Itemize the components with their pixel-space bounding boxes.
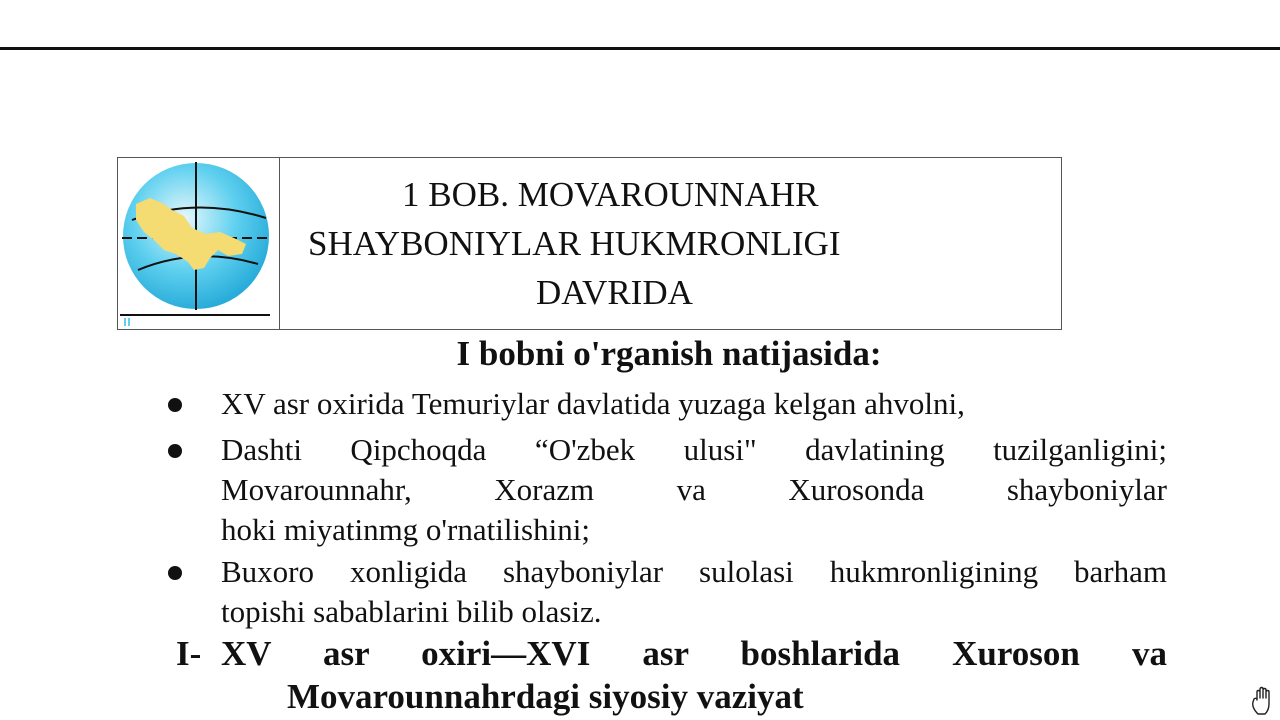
globe-map-logo-icon <box>118 158 280 329</box>
bullet-icon <box>168 566 182 580</box>
bullet-2-line-3: hoki miyatinmg o'rnatilishini; <box>221 512 590 547</box>
chapter-header-box <box>117 157 1062 330</box>
chapter-title-line-3: DAVRIDA <box>536 273 693 312</box>
logo-cell <box>118 158 280 329</box>
bullet-1-text <box>221 384 1167 424</box>
section-number: I- <box>176 634 202 673</box>
section-title-line-1: XV asr oxiri—XVI asr boshlarida Xuroson va <box>221 634 1167 673</box>
bullet-1-line-1: XV asr oxirida Temuriylar davlatida yuzaga kelgan ahvolni, <box>221 386 965 421</box>
bullet-3-text <box>221 552 1167 632</box>
bullet-3-line-1: Buxoro xonligida shayboniylar sulolasi hukmronligining barham <box>221 554 1167 589</box>
bullet-2-line-2: Movarounnahr, Xorazm va Xurosonda shayboniylar <box>221 472 1167 507</box>
bullet-2-line-1: Dashti Qipchoqda “O'zbek ulusi" davlatining tuzilganligini; <box>221 432 1167 467</box>
chapter-title-line-2: SHAYBONIYLAR HUKMRONLIGI <box>308 224 841 263</box>
top-rule <box>0 47 1280 50</box>
learning-outcomes-heading: I bobni o'rganish natijasida: <box>456 334 882 373</box>
hand-cursor-icon <box>1250 686 1276 716</box>
bullet-2-text <box>221 430 1167 550</box>
chapter-title-line-1: 1 BOB. MOVAROUNNAHR <box>402 175 819 214</box>
bullet-icon <box>168 398 182 412</box>
chapter-title <box>280 158 1061 329</box>
bullet-3-line-2: topishi sabablarini bilib olasiz. <box>221 594 602 629</box>
bullet-icon <box>168 444 182 458</box>
section-title-line-2: Movarounnahrdagi siyosiy vaziyat <box>287 677 804 716</box>
